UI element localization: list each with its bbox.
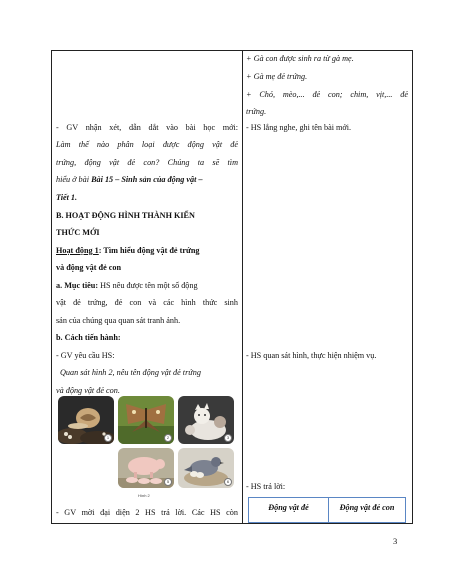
lesson-title: Bài 15 – Sinh sản của động vật – xyxy=(91,175,203,184)
table-header-live-birth: Động vật đẻ con xyxy=(339,503,395,512)
photo-number: 5 xyxy=(164,478,172,486)
classification-table xyxy=(248,497,406,523)
goal-line: vật đẻ trứng, đẻ con và các hình thức sinh xyxy=(56,298,238,307)
gv-request: - GV yêu cầu HS: xyxy=(56,351,115,360)
lesson-reference-prefix: hiểu ở bài xyxy=(56,175,92,184)
pigeon-photo xyxy=(178,448,234,488)
activity-title xyxy=(56,243,200,259)
column-divider xyxy=(242,51,243,523)
goal-line xyxy=(56,278,198,294)
pigs-photo xyxy=(118,448,174,488)
student-observe: - HS quan sát hình, thực hiện nhiệm vụ. xyxy=(246,351,377,360)
section-heading: THỨC MỚI xyxy=(56,228,100,237)
lesson-table xyxy=(51,50,413,524)
activity-number: Hoạt động 1 xyxy=(56,246,99,255)
lesson-period: Tiết 1. xyxy=(56,193,78,202)
photo-number: 2 xyxy=(164,434,172,442)
butterfly-photo xyxy=(118,396,174,444)
intro-question-line: trứng, động vật đẻ con? Chúng ta sẽ tìm xyxy=(56,158,238,167)
task-line: và động vật đẻ con. xyxy=(56,386,120,395)
goal-line: sản của chúng qua quan sát tranh ảnh. xyxy=(56,316,181,325)
photo-number: 1 xyxy=(104,434,112,442)
procedure-label: b. Cách tiến hành: xyxy=(56,333,121,342)
student-answer-label: - HS trả lời: xyxy=(246,482,286,491)
activity-title: và động vật đẻ con xyxy=(56,263,122,272)
section-heading: B. HOẠT ĐỘNG HÌNH THÀNH KIẾN xyxy=(56,211,195,220)
goal-label: a. Mục tiêu: xyxy=(56,281,99,290)
call-students-line: - GV mời đại diện 2 HS trả lời. Các HS còn xyxy=(56,508,238,517)
answer-line: + Gà con được sinh ra từ gà mẹ. xyxy=(246,54,354,63)
figure-2 xyxy=(58,396,236,496)
intro-question-line: Làm thế nào phân loại được động vật đẻ xyxy=(56,140,238,149)
table-header-egg-laying: Động vật đẻ xyxy=(268,503,309,512)
cats-photo xyxy=(178,396,234,444)
goal-text: HS nêu được tên một số động xyxy=(98,281,198,290)
answer-line: + Gà mẹ đẻ trứng. xyxy=(246,72,308,81)
activity-title-text: : Tìm hiểu động vật đẻ trứng xyxy=(98,246,200,255)
task-line: Quan sát hình 2, nêu tên động vật đẻ trứng xyxy=(60,368,201,377)
figure-caption: Hình 2 xyxy=(138,493,150,498)
page-number: 3 xyxy=(393,536,398,546)
intro-line: - GV nhận xét, dẫn dắt vào bài học mới: xyxy=(56,123,238,132)
student-listen: - HS lắng nghe, ghi tên bài mới. xyxy=(246,123,352,132)
photo-number: 6 xyxy=(224,478,232,486)
answer-line: trứng. xyxy=(246,107,267,116)
answer-line: + Chó, mèo,... đẻ con; chim, vịt,... đẻ xyxy=(246,90,408,99)
photo-number: 3 xyxy=(224,434,232,442)
snail-photo xyxy=(58,396,114,444)
lesson-reference xyxy=(56,172,203,188)
